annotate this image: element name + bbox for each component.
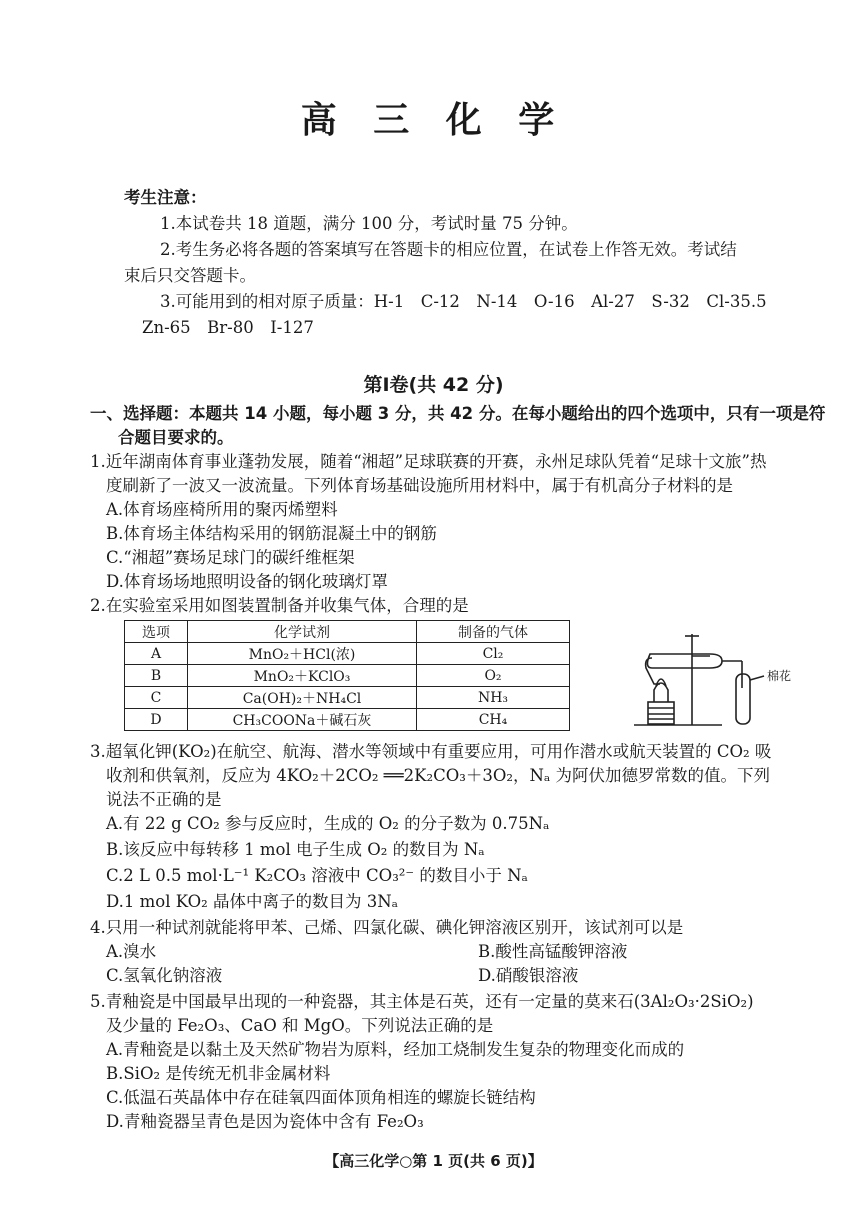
- option: A.有 22 g CO₂ 参与反应时，生成的 O₂ 的分子数为 0.75Nₐ: [106, 814, 550, 833]
- question-stem: 说法不正确的是: [106, 790, 222, 809]
- table-cell: Cl₂: [417, 643, 570, 665]
- table-cell: CH₄: [417, 709, 570, 731]
- page-title: 高 三 化 学: [300, 100, 567, 141]
- table-header-row: [125, 621, 570, 643]
- table-row: [125, 643, 570, 665]
- table-cell: CH₃COONa＋碱石灰: [188, 709, 417, 731]
- table-cell: B: [125, 665, 188, 687]
- option: C.低温石英晶体中存在硅氧四面体顶角相连的螺旋长链结构: [106, 1088, 536, 1107]
- notice-item: Zn-65 Br-80 I-127: [142, 318, 314, 337]
- question-stem: 5.青釉瓷是中国最早出现的一种瓷器，其主体是石英，还有一定量的莫来石(3Al₂O₃·2SiO₂): [90, 992, 754, 1011]
- option: B.体育场主体结构采用的钢筋混凝土中的钢筋: [106, 524, 437, 543]
- table-cell: D: [125, 709, 188, 731]
- table-cell: Ca(OH)₂＋NH₄Cl: [188, 687, 417, 709]
- table-cell: NH₃: [417, 687, 570, 709]
- question-stem: 收剂和供氧剂，反应为 4KO₂＋2CO₂ ══2K₂CO₃＋3O₂，Nₐ 为阿伏加德罗常数的值。下列: [106, 766, 771, 785]
- column-header: 选项: [125, 621, 188, 643]
- table-cell: O₂: [417, 665, 570, 687]
- table-cell: A: [125, 643, 188, 665]
- question-stem: 度刷新了一波又一波流量。下列体育场基础设施所用材料中，属于有机高分子材料的是: [106, 476, 733, 495]
- table-row: [125, 665, 570, 687]
- option: B.该反应中每转移 1 mol 电子生成 O₂ 的数目为 Nₐ: [106, 840, 485, 859]
- notice-item: 1.本试卷共 18 道题，满分 100 分，考试时量 75 分钟。: [160, 214, 578, 233]
- notice-heading: 考生注意：: [124, 188, 207, 207]
- option: D.青釉瓷器呈青色是因为瓷体中含有 Fe₂O₃: [106, 1112, 424, 1131]
- reagent-table: [124, 620, 570, 731]
- apparatus-figure: [630, 628, 805, 728]
- option: C.“湘超”赛场足球门的碳纤维框架: [106, 548, 355, 567]
- option: D.1 mol KO₂ 晶体中离子的数目为 3Nₐ: [106, 892, 399, 911]
- part-intro: 一、选择题：本题共 14 小题，每小题 3 分，共 42 分。在每小题给出的四个选项中，只有一项是符: [90, 404, 826, 423]
- table-row: [125, 709, 570, 731]
- question-stem: 及少量的 Fe₂O₃、CaO 和 MgO。下列说法正确的是: [106, 1016, 494, 1035]
- notice-item: 束后只交答题卡。: [124, 266, 256, 285]
- question-stem: 4.只用一种试剂就能将甲苯、己烯、四氯化碳、碘化钾溶液区别开，该试剂可以是: [90, 918, 684, 937]
- option: C.2 L 0.5 mol·L⁻¹ K₂CO₃ 溶液中 CO₃²⁻ 的数目小于 Nₐ: [106, 866, 528, 885]
- option: A.体育场座椅所用的聚丙烯塑料: [106, 500, 338, 519]
- table-cell: MnO₂＋HCl(浓): [188, 643, 417, 665]
- table-row: [125, 687, 570, 709]
- option: B.酸性高锰酸钾溶液: [478, 942, 628, 961]
- option: D.硝酸银溶液: [478, 966, 579, 985]
- column-header: 制备的气体: [417, 621, 570, 643]
- notice-item: 3.可能用到的相对原子质量：H-1 C-12 N-14 O-16 Al-27 S-32 Cl-35.5: [160, 292, 767, 311]
- table-cell: MnO₂＋KClO₃: [188, 665, 417, 687]
- option: A.溴水: [106, 942, 157, 961]
- question-stem: 1.近年湖南体育事业蓬勃发展，随着“湘超”足球联赛的开赛，永州足球队凭着“足球十文旅”热: [90, 452, 767, 471]
- section-heading: 第Ⅰ卷(共 42 分): [363, 374, 504, 396]
- column-header: 化学试剂: [188, 621, 417, 643]
- page-footer: 【高三化学○第 1 页(共 6 页)】: [324, 1152, 543, 1170]
- notice-item: 2.考生务必将各题的答案填写在答题卡的相应位置，在试卷上作答无效。考试结: [160, 240, 737, 259]
- option: A.青釉瓷是以黏土及天然矿物岩为原料，经加工烧制发生复杂的物理变化而成的: [106, 1040, 685, 1059]
- part-intro: 合题目要求的。: [118, 428, 234, 447]
- question-stem: 3.超氧化钾(KO₂)在航空、航海、潜水等领域中有重要应用，可用作潜水或航天装置的 CO₂ 吸: [90, 742, 772, 761]
- option: C.氢氧化钠溶液: [106, 966, 223, 985]
- cotton-label: 棉花: [767, 669, 792, 683]
- option: D.体育场场地照明设备的钢化玻璃灯罩: [106, 572, 388, 591]
- table-cell: C: [125, 687, 188, 709]
- option: B.SiO₂ 是传统无机非金属材料: [106, 1064, 331, 1083]
- question-stem: 2.在实验室采用如图装置制备并收集气体，合理的是: [90, 596, 469, 615]
